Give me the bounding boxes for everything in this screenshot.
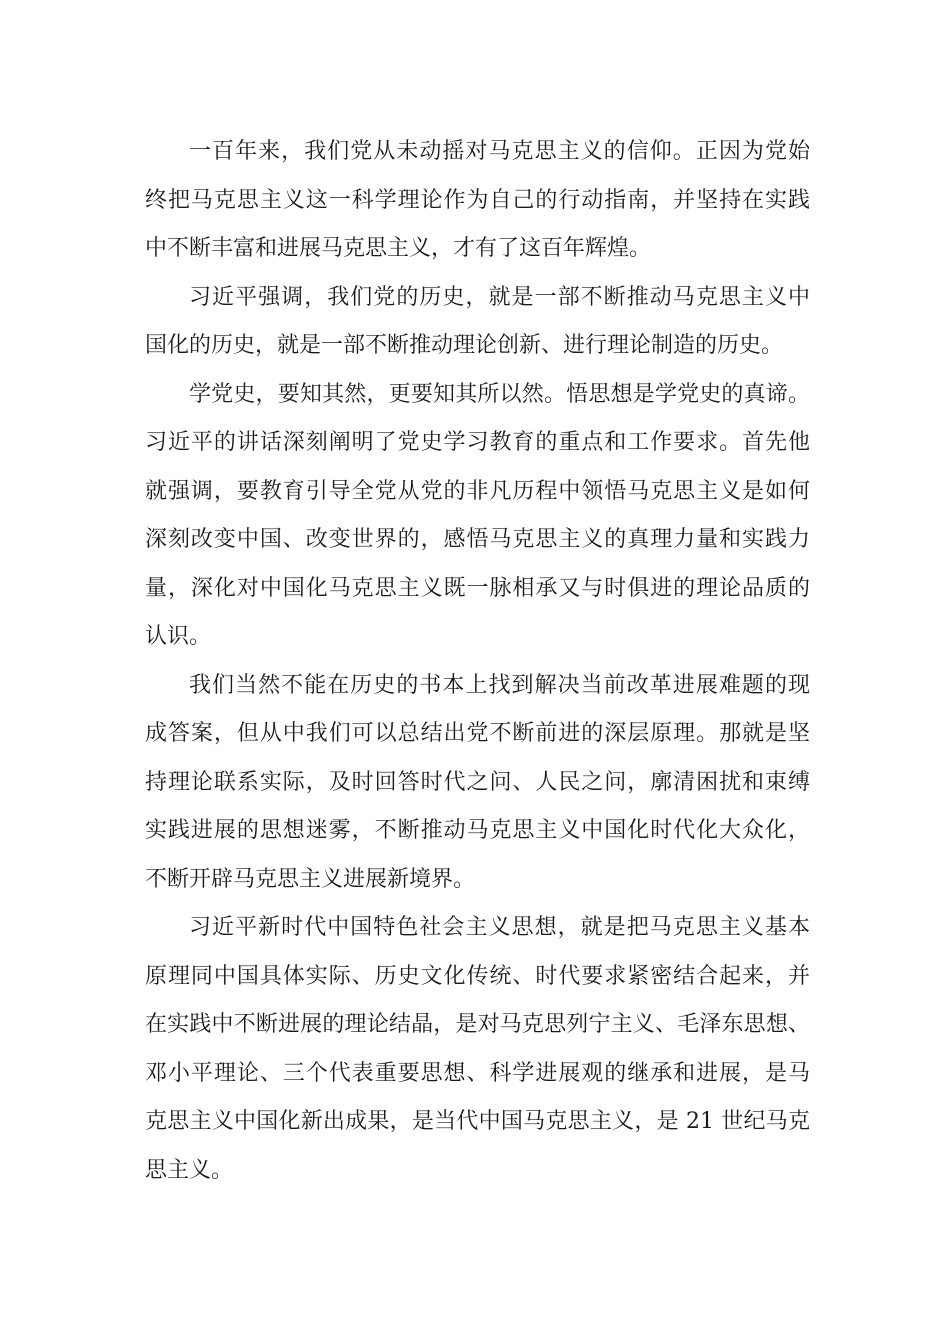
text-line: 习近平新时代中国特色社会主义思想，就是把马克思主义基本 xyxy=(189,915,810,940)
text-line: 就强调，要教育引导全党从党的非凡历程中领悟马克思主义是如何 xyxy=(145,478,810,504)
text-line: 不断开辟马克思主义进展新境界。 xyxy=(145,866,476,892)
paragraph-2 xyxy=(145,274,810,371)
paragraph-3 xyxy=(145,371,810,662)
document-body xyxy=(145,128,810,1195)
text-line: 原理同中国具体实际、历史文化传统、时代要求紧密结合起来，并 xyxy=(145,963,810,989)
text-line: 国化的历史，就是一部不断推动理论创新、进行理论制造的历史。 xyxy=(145,333,784,358)
paragraph-1 xyxy=(145,128,810,274)
text-line: 思主义。 xyxy=(145,1157,234,1183)
text-line: 深刻改变中国、改变世界的，感悟马克思主义的真理力量和实践力 xyxy=(145,527,810,552)
text-line: 实践进展的思想迷雾，不断推动马克思主义中国化时代化大众化， xyxy=(145,818,810,843)
text-line: 终把马克思主义这一科学理论作为自己的行动指南，并坚持在实践 xyxy=(145,187,810,213)
text-line: 邓小平理论、三个代表重要思想、科学进展观的继承和进展，是马 xyxy=(145,1060,810,1086)
text-line: 学党史，要知其然，更要知其所以然。悟思想是学党史的真谛。 xyxy=(189,381,810,407)
text-line: 一百年来，我们党从未动摇对马克思主义的信仰。正因为党始 xyxy=(189,139,810,164)
text-line: 认识。 xyxy=(145,624,212,649)
text-line: 习近平强调，我们党的历史，就是一部不断推动马克思主义中 xyxy=(189,284,810,310)
text-line: 习近平的讲话深刻阐明了党史学习教育的重点和工作要求。首先他 xyxy=(145,430,810,455)
text-line: 克思主义中国化新出成果，是当代中国马克思主义，是 21 世纪马克 xyxy=(145,1109,810,1134)
paragraph-5 xyxy=(145,904,810,1195)
text-line: 成答案，但从中我们可以总结出党不断前进的深层原理。那就是坚 xyxy=(145,721,810,746)
text-line: 持理论联系实际，及时回答时代之问、人民之问，廓清困扰和束缚 xyxy=(145,769,810,795)
paragraph-4 xyxy=(145,662,810,905)
text-line: 量，深化对中国化马克思主义既一脉相承又与时俱进的理论品质的 xyxy=(145,575,810,601)
text-line: 中不断丰富和进展马克思主义，才有了这百年辉煌。 xyxy=(145,236,652,261)
text-line: 在实践中不断进展的理论结晶，是对马克思列宁主义、毛泽东思想、 xyxy=(145,1012,810,1037)
text-line: 我们当然不能在历史的书本上找到解决当前改革进展难题的现 xyxy=(189,672,810,698)
